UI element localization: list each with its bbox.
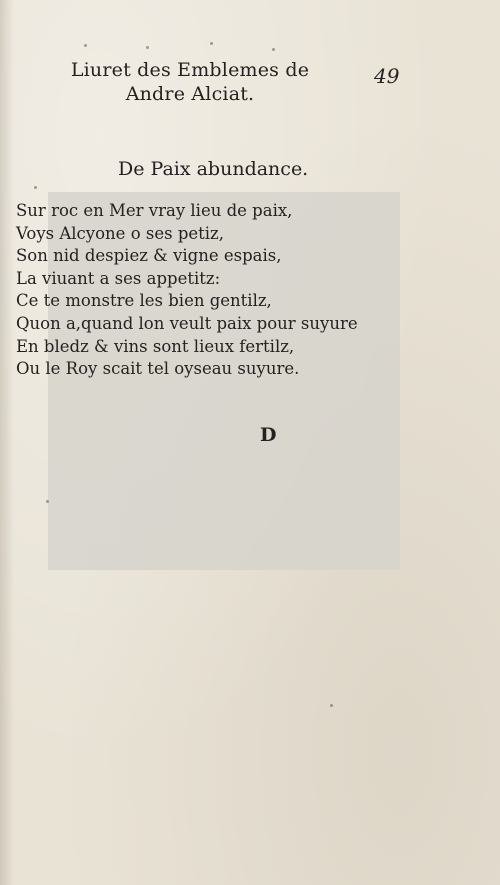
paper-speck	[272, 48, 275, 51]
running-head	[60, 58, 320, 106]
paper-speck	[46, 500, 49, 503]
verse-line: Sur roc en Mer vray lieu de paix,	[16, 201, 293, 220]
show-through-text	[100, 592, 420, 718]
page-gutter-shadow	[0, 0, 14, 885]
paper-speck	[34, 186, 37, 189]
page-number: 49	[374, 64, 400, 88]
verse-line: Son nid despiez & vigne espais,	[16, 246, 282, 266]
verse-line: Quon a,quand lon veult paix pour suyure	[16, 313, 358, 333]
verse-line: La viuant a ses appetitz:	[16, 268, 221, 288]
verse-line: Voys Alcyone o ses petiz,	[16, 223, 224, 243]
verse-line: En bledz & vins sont lieux fertilz,	[16, 336, 295, 356]
emblem-title: De Paix abundance.	[118, 158, 309, 180]
signature-mark: D	[260, 424, 277, 446]
paper-speck	[146, 46, 149, 49]
verse-block	[16, 200, 358, 381]
verse-line: Ce te monstre les bien gentilz,	[16, 291, 272, 311]
paper-speck	[210, 42, 213, 45]
paper-speck	[330, 704, 333, 707]
running-head-line-2: Andre Alciat.	[125, 83, 255, 105]
paper-speck	[84, 44, 87, 47]
verse-line: Ou le Roy scait tel oyseau suyure.	[16, 359, 300, 379]
running-head-line-1: Liuret des Emblemes de	[70, 59, 310, 81]
